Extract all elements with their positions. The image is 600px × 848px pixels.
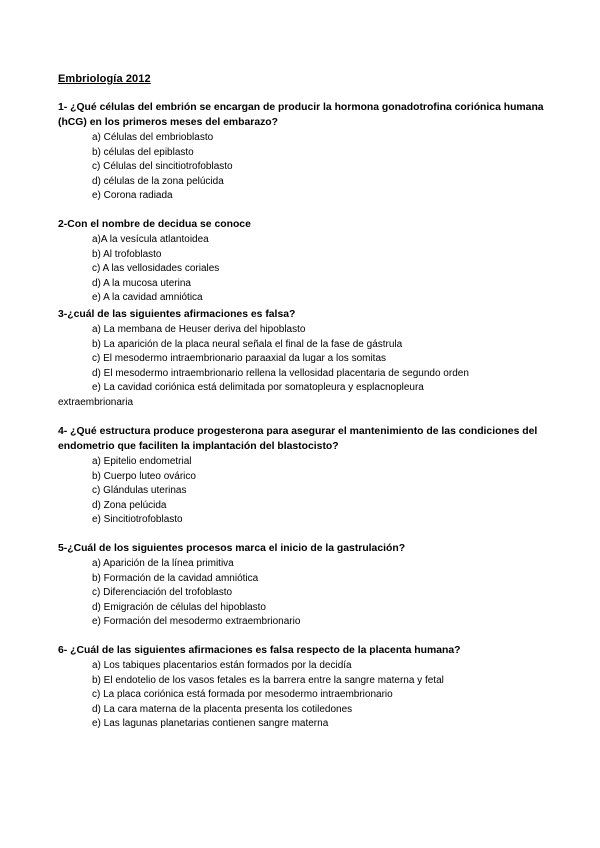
question-6 (58, 643, 558, 732)
document-title: Embriología 2012 (58, 73, 151, 85)
option-e: e) La cavidad coriónica está delimitada por somatopleura y esplacnopleura (92, 382, 424, 394)
option-list (92, 131, 558, 204)
option-b: b) Formación de la cavidad amniótica (92, 572, 259, 584)
question-3 (58, 307, 558, 411)
option-list (92, 659, 558, 732)
option-a: a)A la vesícula atlantoidea (92, 234, 209, 245)
question-text: 4- ¿Qué estructura produce progesterona para asegurar el mantenimiento de las condiciones del endometrio que faciliten la implantación del blastocisto? (58, 426, 538, 452)
option-d: d) A la mucosa uterina (92, 277, 191, 289)
option-b: b) células del epiblasto (92, 146, 194, 158)
option-e: e) Corona radiada (92, 190, 173, 202)
option-b: b) El endotelio de los vasos fetales es la barrera entre la sangre materna y fetal (92, 674, 444, 686)
question-4 (58, 424, 558, 528)
question-text: 3-¿cuál de las siguientes afirmaciones es falsa? (58, 309, 296, 320)
option-e: e) Formación del mesodermo extraembrionario (92, 616, 301, 628)
option-c: c) La placa coriónica está formada por mesodermo intraembrionario (92, 689, 393, 701)
option-e: e) Sincitiotrofoblasto (92, 514, 183, 526)
option-d: d) La cara materna de la placenta presenta los cotiledones (92, 703, 353, 715)
option-e-continuation: extraembrionaria (58, 396, 134, 408)
option-b: b) Al trofoblasto (92, 248, 162, 260)
option-c: c) El mesodermo intraembrionario paraaxial da lugar a los somitas (92, 353, 387, 365)
option-list (92, 557, 558, 630)
question-text: 2-Con el nombre de decidua se conoce (58, 219, 251, 230)
option-list (58, 323, 558, 411)
option-d: d) Emigración de células del hipoblasto (92, 601, 266, 613)
option-list (92, 233, 558, 306)
option-e: e) Las lagunas planetarias contienen sangre materna (92, 718, 329, 730)
option-a: a) Los tabiques placentarios están formados por la decidía (92, 660, 352, 671)
option-a: a) Células del embrioblasto (92, 132, 214, 143)
question-text: 5-¿Cuál de los siguientes procesos marca el inicio de la gastrulación? (58, 543, 406, 554)
option-c: c) Diferenciación del trofoblasto (92, 587, 233, 599)
option-c: c) Glándulas uterinas (92, 485, 187, 497)
option-d: d) Zona pelúcida (92, 499, 167, 511)
question-1 (58, 100, 558, 204)
option-e: e) A la cavidad amniótica (92, 292, 203, 304)
option-a: a) Epitelio endometrial (92, 456, 192, 467)
option-c: c) A las vellosidades coriales (92, 263, 220, 275)
option-d: d) El mesodermo intraembrionario rellena la vellosidad placentaria de segundo orden (92, 367, 469, 379)
question-5 (58, 541, 558, 630)
option-list (92, 455, 558, 528)
question-text: 6- ¿Cuál de las siguientes afirmaciones es falsa respecto de la placenta humana? (58, 645, 461, 656)
option-b: b) Cuerpo luteo ovárico (92, 470, 196, 482)
question-2 (58, 217, 558, 306)
option-a: a) Aparición de la línea primitiva (92, 558, 234, 569)
option-c: c) Células del sincitiotrofoblasto (92, 161, 233, 173)
question-text: 1- ¿Qué células del embrión se encargan de producir la hormona gonadotrofina coriónica humana (hCG) en los primeros meses del embarazo? (58, 102, 544, 128)
option-b: b) La aparición de la placa neural señala el final de la fase de gástrula (92, 338, 403, 350)
option-a: a) La membana de Heuser deriva del hipoblasto (92, 324, 306, 335)
option-d: d) células de la zona pelúcida (92, 175, 224, 187)
